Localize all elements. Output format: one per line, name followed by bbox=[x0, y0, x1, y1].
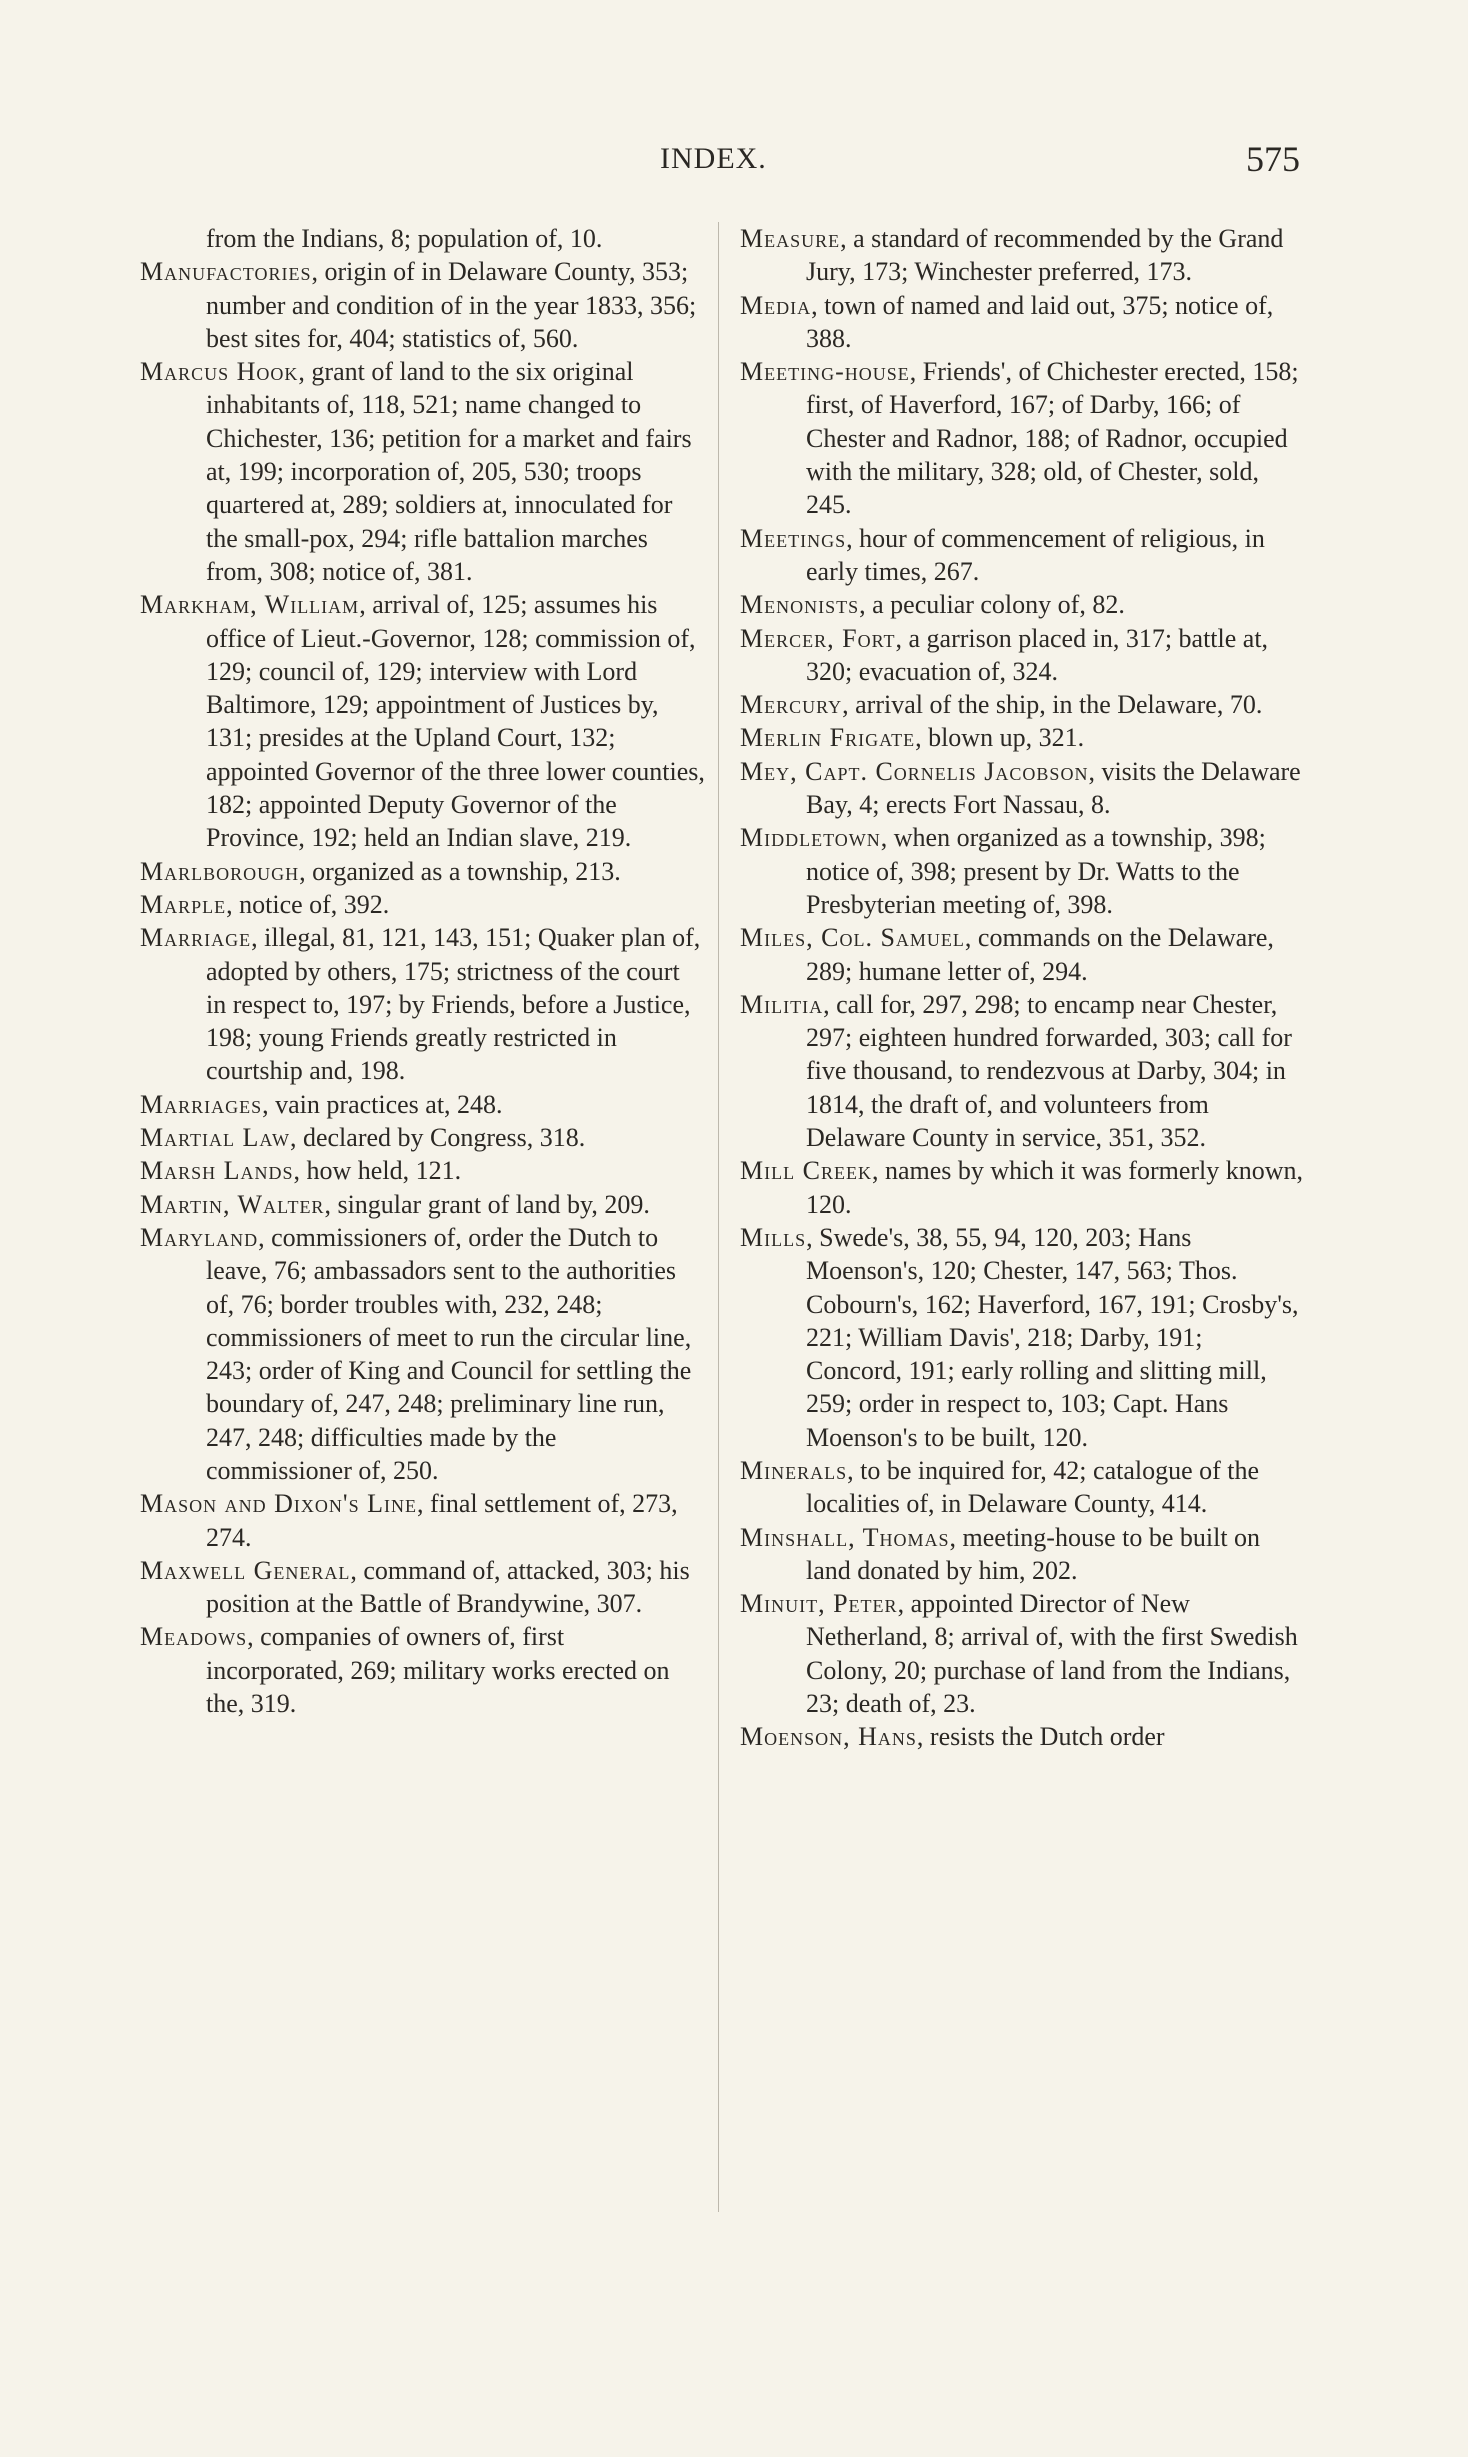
entry-headword: Maxwell General bbox=[140, 1555, 351, 1585]
entry-headword: Manufactories bbox=[140, 257, 312, 287]
index-entry bbox=[140, 1088, 705, 1121]
entry-headword: Minshall, Thomas bbox=[740, 1522, 950, 1552]
index-entry bbox=[740, 1154, 1305, 1221]
index-entry bbox=[140, 355, 705, 588]
index-entry bbox=[740, 821, 1305, 921]
index-entry bbox=[140, 1188, 705, 1221]
entry-headword: Mey, Capt. Cornelis Jacobson bbox=[740, 756, 1089, 786]
entry-headword: Markham, William bbox=[140, 590, 360, 620]
index-entry bbox=[740, 755, 1305, 822]
entry-text: , blown up, 321. bbox=[915, 723, 1085, 753]
entry-text: , a garrison placed in, 317; battle at, 320; evacuation of, 324. bbox=[806, 623, 1269, 686]
entry-headword: Militia bbox=[740, 989, 824, 1019]
entry-text: , notice of, 392. bbox=[226, 889, 390, 919]
entry-text: , companies of owners of, first incorporated, 269; military works erected on the, 319. bbox=[206, 1622, 670, 1719]
index-entry bbox=[740, 355, 1305, 521]
entry-text: , meeting-house to be built on land donated by him, 202. bbox=[806, 1522, 1261, 1585]
entry-headword: Marcus Hook bbox=[140, 357, 299, 387]
entry-headword: Mason and Dixon's Line bbox=[140, 1489, 417, 1519]
entry-text: , a standard of recommended by the Grand Jury, 173; Winchester preferred, 173. bbox=[806, 224, 1284, 287]
entry-text: , appointed Director of New Netherland, 8; arrival of, with the first Swedish Colony, 20; purchase of land from the Indians, 23; death of, 23. bbox=[806, 1589, 1298, 1719]
index-entry bbox=[140, 1554, 705, 1621]
entry-headword: Mercury bbox=[740, 690, 843, 720]
index-entry bbox=[740, 1454, 1305, 1521]
entry-text: , Friends', of Chichester erected, 158; first, of Haverford, 167; of Darby, 166; of Chester and Radnor, 188; of Radnor, occupied with the military, 328; old, of Chester, sold, 245. bbox=[806, 357, 1299, 520]
entry-text: , call for, 297, 298; to encamp near Chester, 297; eighteen hundred forwarded, 303; call for five thousand, to rendezvous at Darby, 304; in 1814, the draft of, and volunteers from Delaware County in service, 351, 352. bbox=[806, 989, 1292, 1153]
entry-text: , hour of commencement of religious, in early times, 267. bbox=[806, 523, 1265, 586]
entry-headword: Marriage bbox=[140, 923, 252, 953]
entry-text: , organized as a township, 213. bbox=[299, 856, 621, 886]
entry-text: , when organized as a township, 398; notice of, 398; present by Dr. Watts to the Presbyterian meeting of, 398. bbox=[806, 823, 1266, 919]
entry-text: , singular grant of land by, 209. bbox=[324, 1189, 650, 1219]
index-entry bbox=[140, 222, 705, 255]
entry-text: , how held, 121. bbox=[293, 1156, 462, 1186]
index-entry bbox=[140, 1620, 705, 1720]
entry-text: , illegal, 81, 121, 143, 151; Quaker plan of, adopted by others, 175; strictness of the court in respect to, 197; by Friends, before a Justice, 198; young Friends greatly restricted in courtship and, 198. bbox=[206, 923, 701, 1086]
page-number: 575 bbox=[1246, 139, 1300, 179]
entry-headword: Moenson, Hans bbox=[740, 1722, 917, 1752]
entry-headword: Mercer, Fort bbox=[740, 623, 896, 653]
entry-text: from the Indians, 8; population of, 10. bbox=[206, 224, 603, 253]
left-column bbox=[140, 222, 705, 1720]
column-divider bbox=[718, 222, 719, 2212]
entry-headword: Media bbox=[740, 290, 812, 320]
entry-headword: Mill Creek bbox=[740, 1156, 872, 1186]
entry-headword: Miles, Col. Samuel bbox=[740, 923, 965, 953]
entry-headword: Minuit, Peter bbox=[740, 1589, 898, 1619]
index-entry bbox=[740, 721, 1305, 754]
index-entry bbox=[740, 1221, 1305, 1454]
entry-text: , command of, attacked, 303; his position at the Battle of Brandywine, 307. bbox=[206, 1555, 690, 1619]
entry-text: , to be inquired for, 42; catalogue of the localities of, in Delaware County, 414. bbox=[806, 1455, 1260, 1519]
entry-text: , town of named and laid out, 375; notice of, 388. bbox=[806, 290, 1274, 353]
entry-text: , commands on the Delaware, 289; humane letter of, 294. bbox=[806, 923, 1274, 986]
entry-headword: Marriages bbox=[140, 1089, 263, 1119]
entry-headword: Marlborough bbox=[140, 856, 300, 886]
entry-headword: Minerals bbox=[740, 1455, 848, 1485]
running-title: INDEX. bbox=[660, 142, 767, 175]
index-entry bbox=[740, 921, 1305, 988]
entry-headword: Maryland bbox=[140, 1222, 259, 1252]
index-entry bbox=[140, 1487, 705, 1554]
index-entry bbox=[740, 522, 1305, 589]
entry-text: , arrival of the ship, in the Delaware, 70. bbox=[842, 690, 1263, 720]
entry-headword: Meeting-house bbox=[740, 357, 910, 387]
index-entry bbox=[140, 855, 705, 888]
index-entry bbox=[740, 222, 1305, 289]
index-entry bbox=[740, 1521, 1305, 1588]
entry-headword: Middletown bbox=[740, 823, 881, 853]
entry-headword: Marsh Lands bbox=[140, 1156, 294, 1186]
index-entry bbox=[740, 289, 1305, 356]
entry-text: , resists the Dutch order bbox=[916, 1722, 1165, 1752]
entry-text: , final settlement of, 273, 274. bbox=[206, 1489, 678, 1552]
entry-headword: Martial Law bbox=[140, 1123, 290, 1153]
index-entry bbox=[140, 1154, 705, 1187]
entry-headword: Meadows bbox=[140, 1622, 248, 1652]
index-entry bbox=[140, 588, 705, 854]
entry-text: , declared by Congress, 318. bbox=[289, 1123, 586, 1153]
entry-headword: Martin, Walter bbox=[140, 1189, 325, 1219]
index-entry bbox=[740, 688, 1305, 721]
entry-text: , commissioners of, order the Dutch to leave, 76; ambassadors sent to the authorities of, 76; border troubles with, 232, 248; commissioners of meet to run the circular line, 243; order of King and Council for settling the boundary of, 247, 248; preliminary line run, 247, 248; difficulties made by the commissioner of, 250. bbox=[206, 1222, 692, 1485]
index-entry bbox=[740, 1587, 1305, 1720]
entry-text: , names by which it was formerly known, 120. bbox=[806, 1156, 1304, 1219]
entry-headword: Mills bbox=[740, 1222, 807, 1252]
entry-headword: Marple bbox=[140, 889, 227, 919]
entry-text: , a peculiar colony of, 82. bbox=[859, 590, 1125, 620]
entry-text: , vain practices at, 248. bbox=[262, 1089, 503, 1119]
entry-headword: Measure bbox=[740, 224, 841, 253]
right-column bbox=[740, 222, 1305, 1754]
index-entry bbox=[740, 1720, 1305, 1753]
entry-headword: Meetings bbox=[740, 523, 847, 553]
index-entry bbox=[140, 1221, 705, 1487]
index-entry bbox=[740, 588, 1305, 621]
page-header bbox=[140, 138, 1300, 184]
entry-headword: Merlin Frigate bbox=[740, 723, 916, 753]
entry-text: , visits the Delaware Bay, 4; erects Fort Nassau, 8. bbox=[806, 756, 1301, 820]
index-entry bbox=[140, 921, 705, 1087]
index-entry bbox=[740, 988, 1305, 1154]
index-entry bbox=[140, 255, 705, 355]
index-entry bbox=[140, 888, 705, 921]
entry-text: , grant of land to the six original inhabitants of, 118, 521; name changed to Chichester, 136; petition for a market and fairs at, 199; incorporation of, 205, 530; troops quartered at, 289; soldiers at, innoculated for the small-pox, 294; rifle battalion marches from, 308; notice of, 381. bbox=[206, 357, 692, 586]
index-entry bbox=[140, 1121, 705, 1154]
entry-text: , Swede's, 38, 55, 94, 120, 203; Hans Moenson's, 120; Chester, 147, 563; Thos. Cobourn's, 162; Haverford, 167, 191; Crosby's, 221; William Davis', 218; Darby, 191; Concord, 191; early rolling and slitting mill, 259; order in respect to, 103; Capt. Hans Moenson's to be built, 120. bbox=[806, 1222, 1299, 1452]
index-entry bbox=[740, 622, 1305, 689]
entry-text: , origin of in Delaware County, 353; number and condition of in the year 1833, 356; best sites for, 404; statistics of, 560. bbox=[206, 257, 697, 353]
entry-headword: Menonists bbox=[740, 590, 860, 620]
entry-text: , arrival of, 125; assumes his office of Lieut.-Governor, 128; commission of, 129; council of, 129; interview with Lord Baltimore, 129; appointment of Justices by, 131; presides at the Upland Court, 132; appointed Governor of the three lower counties, 182; appointed Deputy Governor of the Province, 192; held an Indian slave, 219. bbox=[206, 590, 705, 853]
